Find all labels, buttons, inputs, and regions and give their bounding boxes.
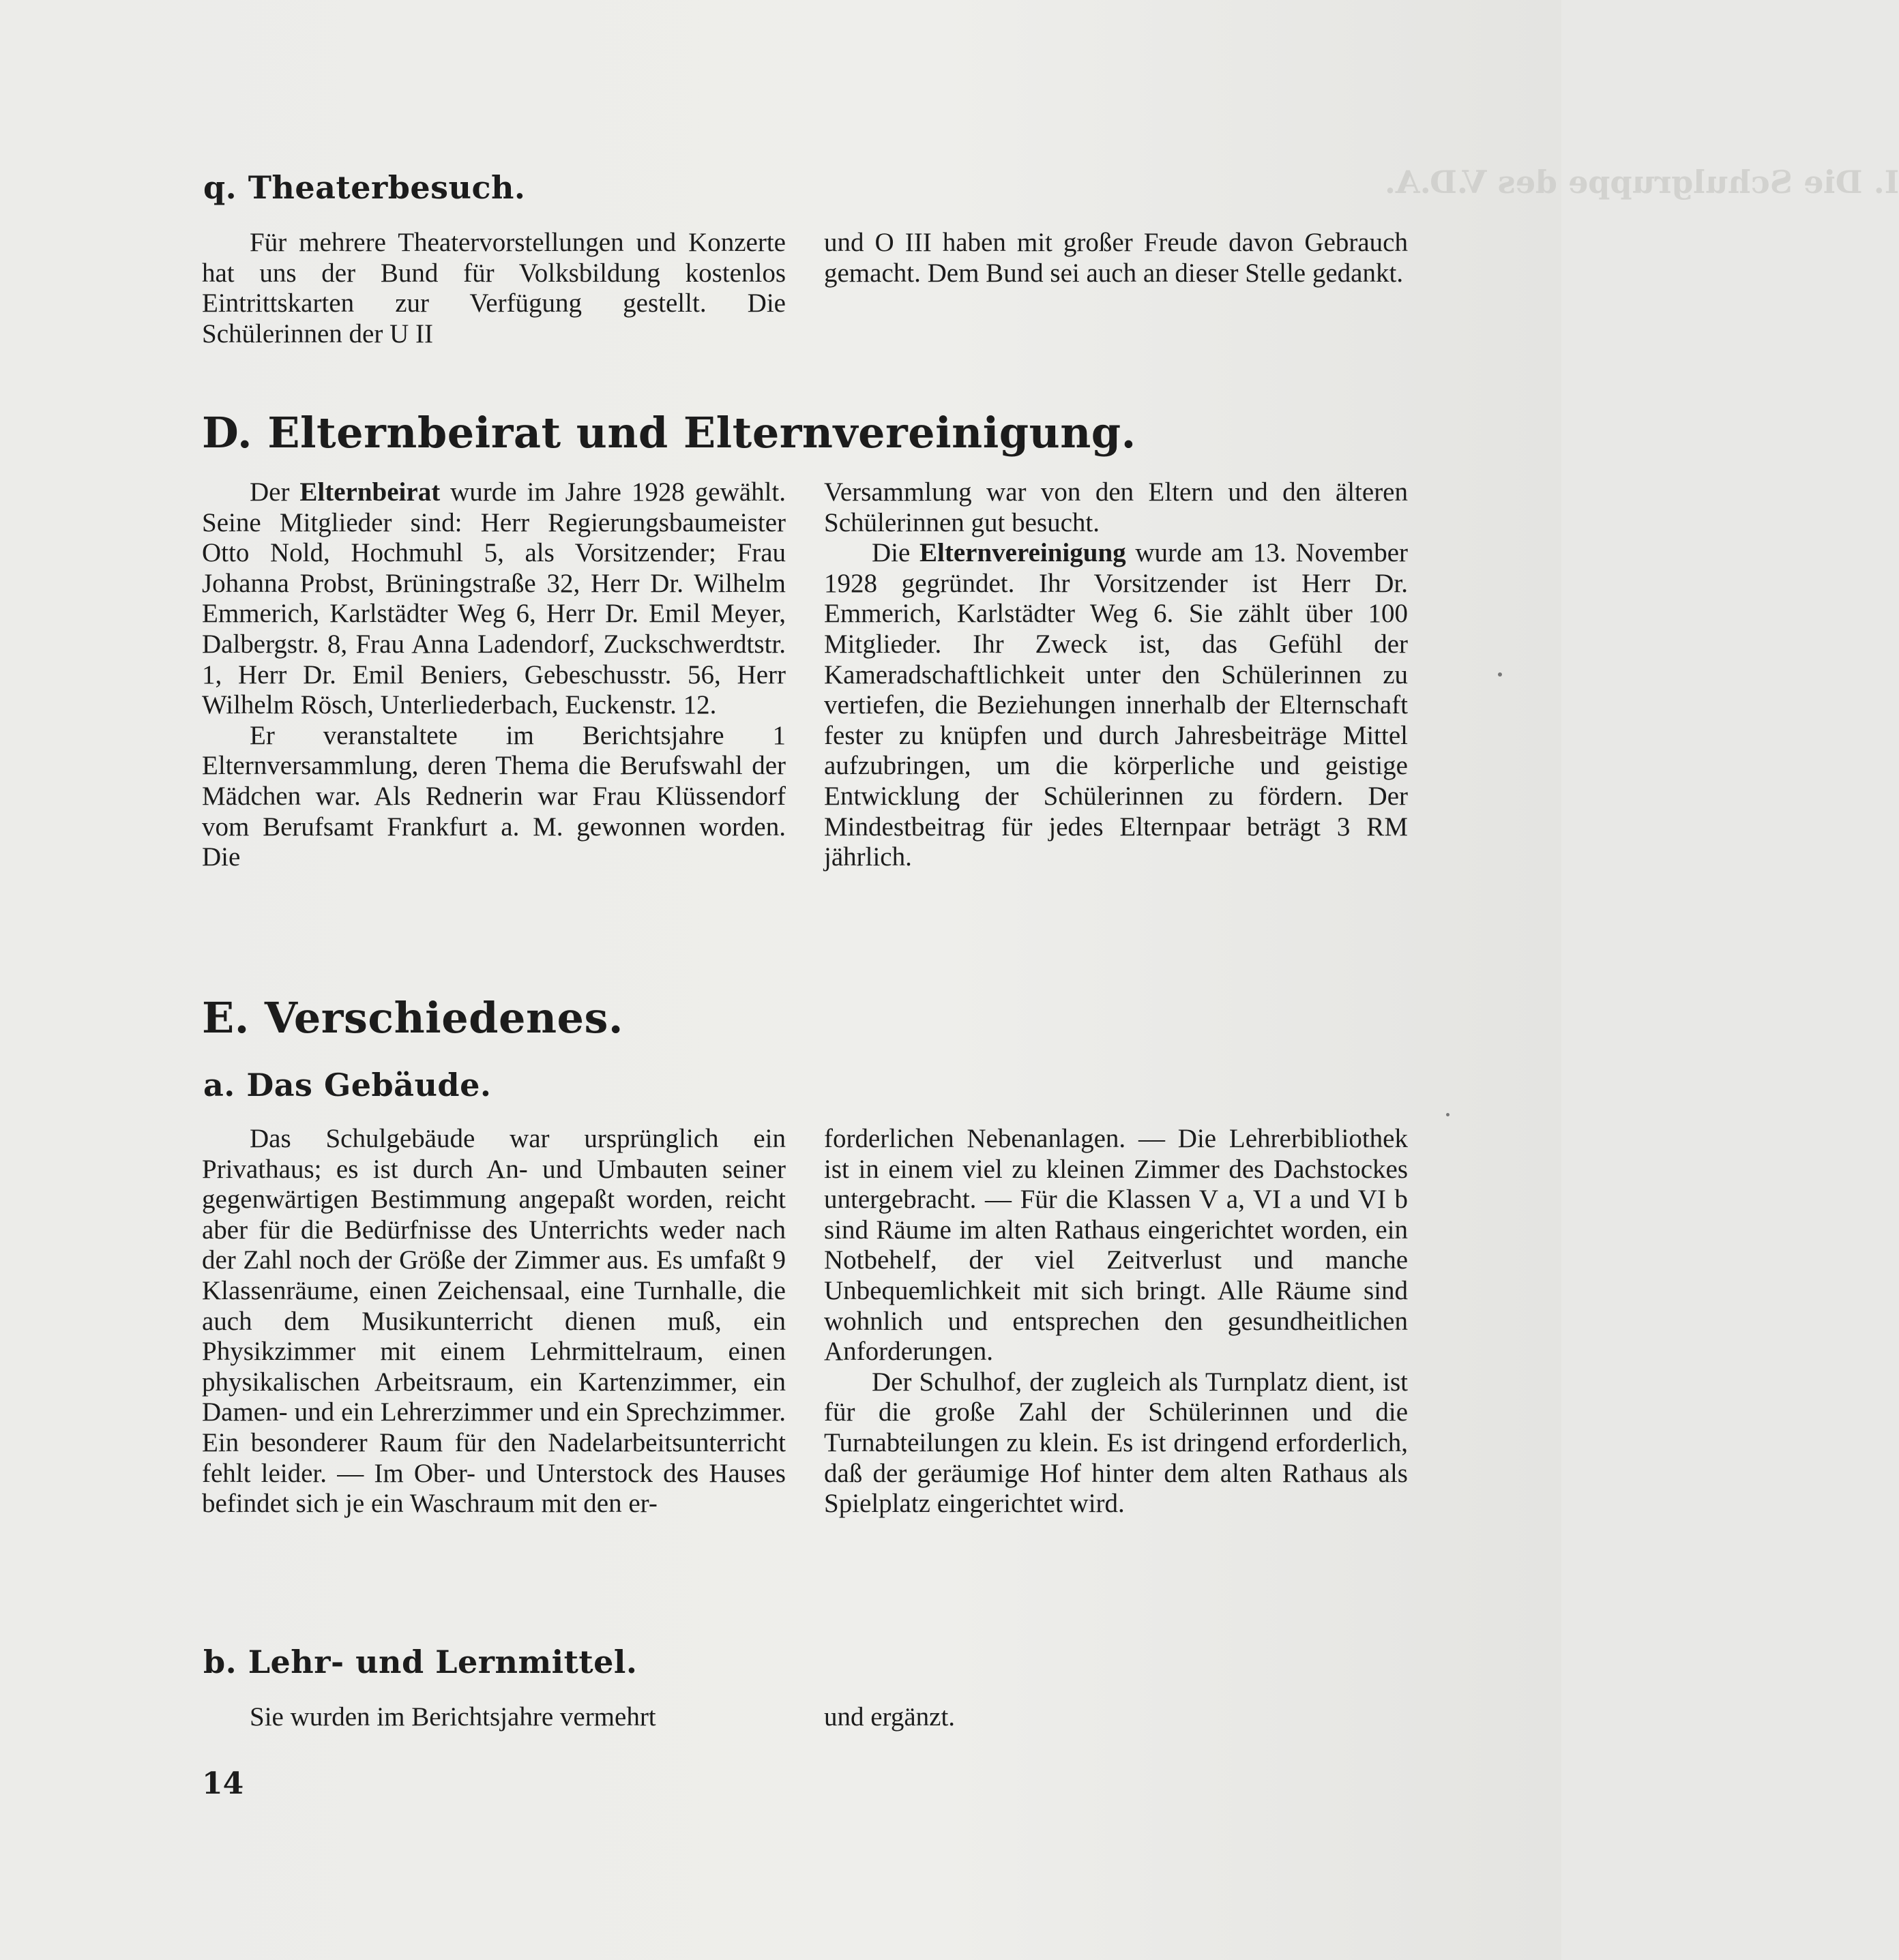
theaterbesuch-paragraph-left: Für mehrere Theatervorstellungen und Konzerte hat uns der Bund für Volksbildung kostenlos Eintrittskarten zur Verfügung gestellt. Die Schülerinnen der U II bbox=[202, 228, 786, 348]
elternbeirat-paragraph-continued: Versammlung war von den Eltern und den älteren Schülerinnen gut besucht. bbox=[824, 477, 1408, 537]
lernmittel-left-column bbox=[202, 1702, 786, 1733]
elternvereinigung-paragraph bbox=[824, 538, 1408, 873]
speck-mark bbox=[1498, 672, 1502, 677]
speck-mark bbox=[1446, 1113, 1449, 1116]
heading-verschiedenes: E. Verschiedenes. bbox=[202, 993, 623, 1043]
term-elternbeirat: Elternbeirat bbox=[299, 477, 441, 507]
mirror-bleedthrough-text: I. Die Schulgruppe des V.D.A. bbox=[1385, 164, 1899, 201]
gebaeude-paragraph-left: Das Schulgebäude war ursprünglich ein Privathaus; es ist durch An- und Umbauten seiner gegenwärtigen Bestimmung angepaßt worden, reicht aber für die Bedürfnisse des Unterrichts weder nach der Zahl noch der Größe der Zimmer aus. Es umfaßt 9 Klassenräume, einen Zeichensaal, eine Turnhalle, die auch dem Musikunterricht dienen muß, ein Physikzimmer mit einem Lehrmittelraum, einen physikalischen Arbeitsraum, ein Kartenzimmer, ein Damen- und ein Lehrerzimmer und ein Sprechzimmer. Ein besonderer Raum für den Nadelarbeitsunterricht fehlt leider. — Im Ober- und Unterstock des Hauses befindet sich je ein Waschraum mit den er- bbox=[202, 1124, 786, 1519]
lernmittel-right-column bbox=[824, 1702, 1408, 1733]
gebaeude-paragraph-continued: forderlichen Nebenanlagen. — Die Lehrerbibliothek ist in einem viel zu kleinen Zimmer des Dachstockes untergebracht. — Für die Klassen V a, VI a und VI b sind Räume im alten Rathaus eingerichtet worden, ein Notbehelf, der viel Zeitverlust und manche Unbequemlichkeit mit sich bringt. Alle Räume sind wohnlich und entsprechen den gesundheitlichen Anforderungen. bbox=[824, 1124, 1408, 1367]
theaterbesuch-paragraph-right: und O III haben mit großer Freude davon Gebrauch gemacht. Dem Bund sei auch an dieser Stelle gedankt. bbox=[824, 228, 1408, 288]
gebaeude-left-column bbox=[202, 1124, 786, 1519]
text-run: Die bbox=[872, 538, 920, 568]
elternvereinigung-right-column bbox=[824, 477, 1408, 873]
elternbeirat-left-column bbox=[202, 477, 786, 873]
elternbeirat-paragraph-2: Er veranstaltete im Berichtsjahre 1 Elternversammlung, deren Thema die Berufswahl der Mädchen war. Als Rednerin war Frau Klüssendorf vom Berufsamt Frankfurt a. M. gewonnen worden. Die bbox=[202, 720, 786, 872]
term-elternvereinigung: Elternvereinigung bbox=[919, 538, 1126, 568]
gebaeude-right-column bbox=[824, 1124, 1408, 1519]
heading-elternbeirat: D. Elternbeirat und Elternvereinigung. bbox=[202, 408, 1136, 458]
theaterbesuch-left-column bbox=[202, 228, 786, 349]
lernmittel-paragraph-left: Sie wurden im Berichtsjahre vermehrt bbox=[250, 1702, 656, 1732]
heading-theaterbesuch: q. Theaterbesuch. bbox=[203, 169, 526, 206]
heading-das-gebaeude: a. Das Gebäude. bbox=[203, 1067, 492, 1103]
lernmittel-paragraph-right: und ergänzt. bbox=[824, 1702, 956, 1732]
heading-lehr-und-lernmittel: b. Lehr- und Lernmittel. bbox=[203, 1644, 638, 1680]
theaterbesuch-right-column bbox=[824, 228, 1408, 288]
text-run: wurde am 13. November 1928 gegründet. Ihr Vorsitzender ist Herr Dr. Emmerich, Karlstädter Weg 6. Sie zählt über 100 Mitglieder. Ihr Zweck ist, das Gefühl der Kameradschaftlichkeit unter den Schülerinnen zu vertiefen, die Beziehungen innerhalb der Elternschaft fester zu knüpfen und durch Jahresbeiträge Mittel aufzubringen, um die körperliche und geistige Entwicklung der Schülerinnen zu fördern. Der Mindestbeitrag für jedes Elternpaar beträgt 3 RM jährlich. bbox=[824, 538, 1408, 872]
elternbeirat-paragraph-1 bbox=[202, 477, 786, 721]
text-run: wurde im Jahre 1928 gewählt. Seine Mitglieder sind: Herr Regierungsbaumeister Otto Nold, Hochmuhl 5, als Vorsitzender; Frau Johanna Probst, Brüningstraße 32, Herr Dr. Wilhelm Emmerich, Karlstädter Weg 6, Herr Dr. Emil Meyer, Dalbergstr. 8, Frau Anna Ladendorf, Zuckschwerdtstr. 1, Herr Dr. Emil Beniers, Gebeschusstr. 56, Herr Wilhelm Rösch, Unterliederbach, Euckenstr. 12. bbox=[202, 477, 786, 720]
page-number: 14 bbox=[202, 1766, 244, 1801]
text-run: Der bbox=[250, 477, 300, 507]
schulhof-paragraph: Der Schulhof, der zugleich als Turnplatz dient, ist für die große Zahl der Schülerinnen und die Turnabteilungen zu klein. Es ist dringend erforderlich, daß der geräumige Hof hinter dem alten Rathaus als Spielplatz eingerichtet wird. bbox=[824, 1367, 1408, 1519]
